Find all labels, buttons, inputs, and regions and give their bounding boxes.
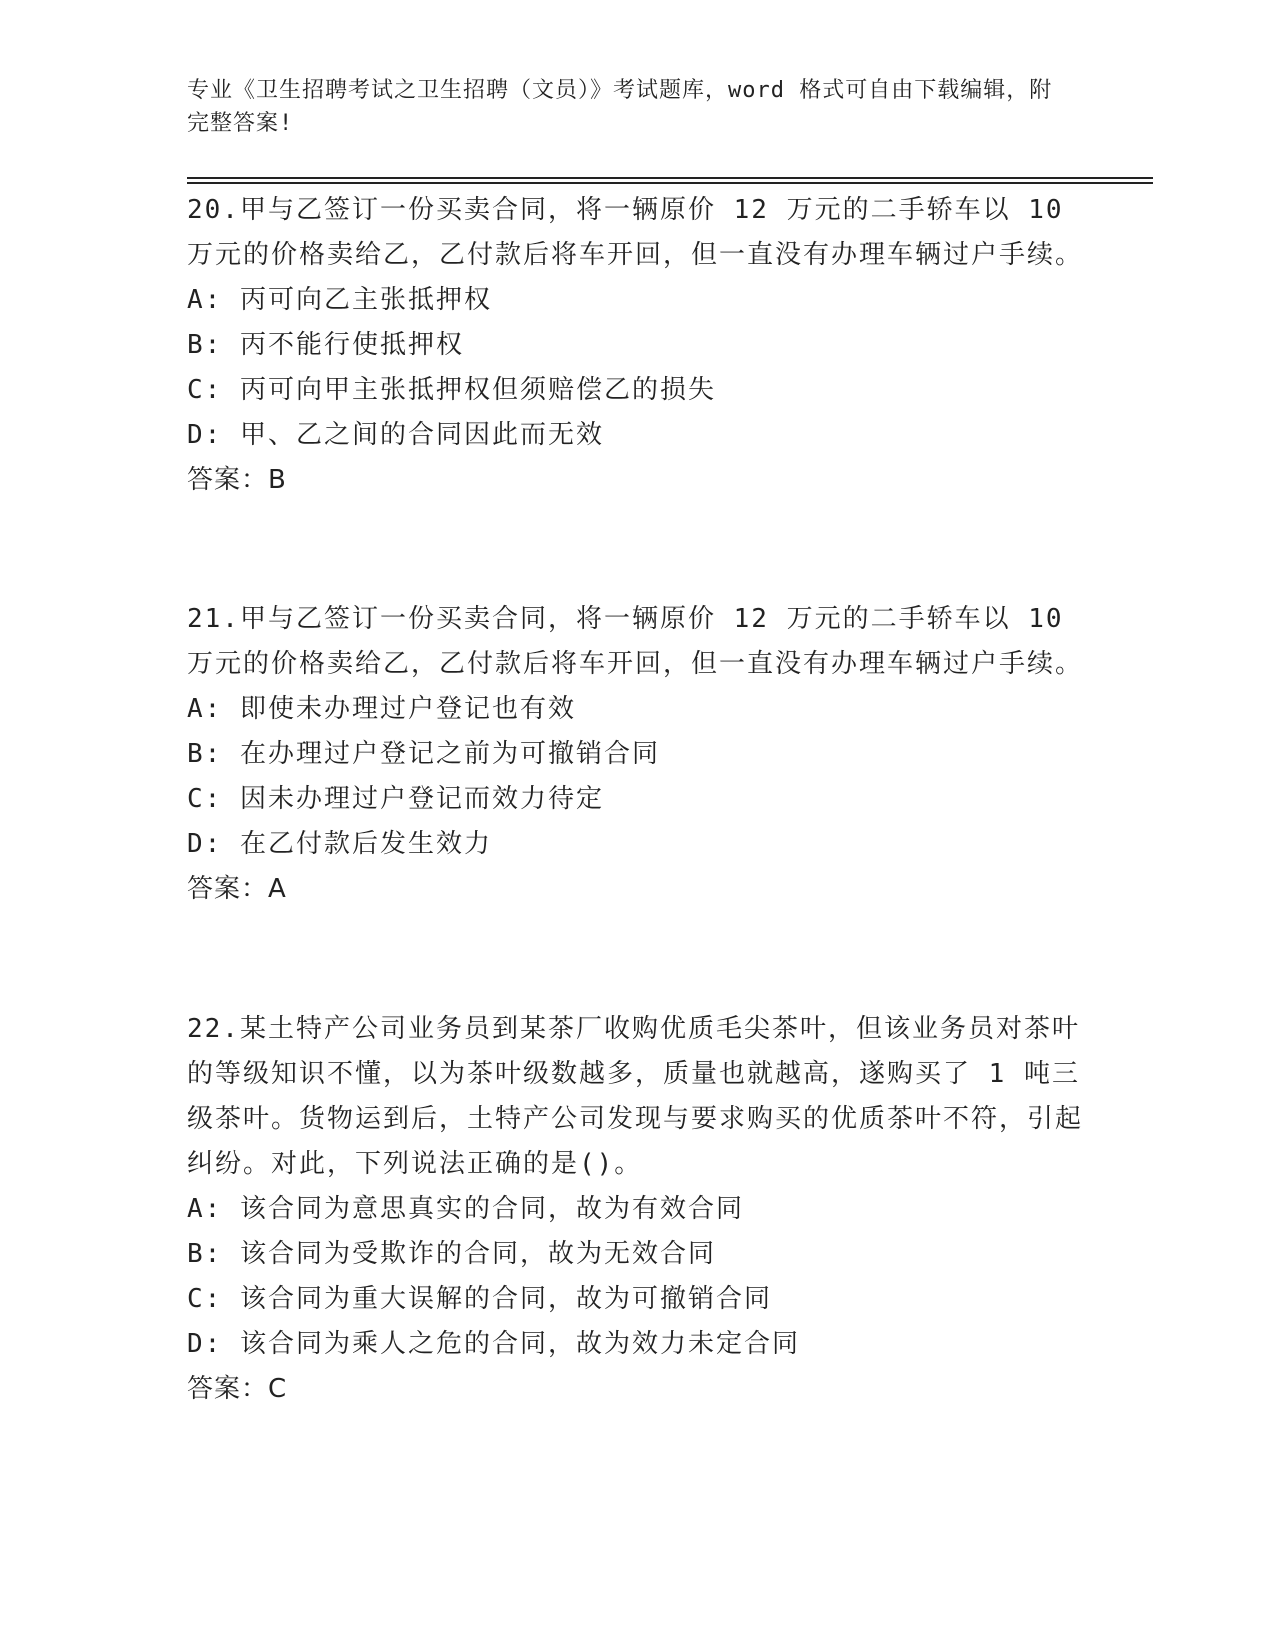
question-stem: 21.甲与乙签订一份买卖合同，将一辆原价 12 万元的二手轿车以 10 万元的价格卖给乙，乙付款后将车开回，但一直没有办理车辆过户手续。: [187, 604, 1084, 679]
header-divider-bottom: [187, 182, 1153, 184]
option-a: A: 即使未办理过户登记也有效: [187, 694, 576, 724]
answer-line: 答案：B: [187, 465, 287, 495]
option-c: C: 丙可向甲主张抵押权但须赔偿乙的损失: [187, 375, 716, 405]
answer-line: 答案：C: [187, 1374, 288, 1404]
option-a: A: 丙可向乙主张抵押权: [187, 285, 492, 315]
question-block-22: [187, 1007, 1087, 1412]
option-d: D: 该合同为乘人之危的合同，故为效力未定合同: [187, 1329, 800, 1359]
option-d: D: 在乙付款后发生效力: [187, 829, 492, 859]
option-b: B: 在办理过户登记之前为可撤销合同: [187, 739, 660, 769]
option-d: D: 甲、乙之间的合同因此而无效: [187, 420, 604, 450]
answer-line: 答案：A: [187, 874, 287, 904]
header-divider-top: [187, 177, 1153, 179]
document-header: 专业《卫生招聘考试之卫生招聘（文员）》考试题库，word 格式可自由下载编辑，附完整答案!: [187, 78, 1053, 136]
option-b: B: 丙不能行使抵押权: [187, 330, 464, 360]
question-stem: 20.甲与乙签订一份买卖合同，将一辆原价 12 万元的二手轿车以 10 万元的价格卖给乙，乙付款后将车开回，但一直没有办理车辆过户手续。: [187, 195, 1084, 270]
question-block-21: [187, 597, 1087, 912]
question-stem: 22.某土特产公司业务员到某茶厂收购优质毛尖茶叶，但该业务员对茶叶的等级知识不懂，以为茶叶级数越多，质量也就越高，遂购买了 1 吨三级茶叶。货物运到后，土特产公司发现与要求购买的优质茶叶不符，引起纠纷。对此，下列说法正确的是()。: [187, 1014, 1084, 1179]
option-b: B: 该合同为受欺诈的合同，故为无效合同: [187, 1239, 716, 1269]
option-c: C: 因未办理过户登记而效力待定: [187, 784, 604, 814]
option-a: A: 该合同为意思真实的合同，故为有效合同: [187, 1194, 744, 1224]
question-block-20: [187, 188, 1087, 503]
option-c: C: 该合同为重大误解的合同，故为可撤销合同: [187, 1284, 772, 1314]
